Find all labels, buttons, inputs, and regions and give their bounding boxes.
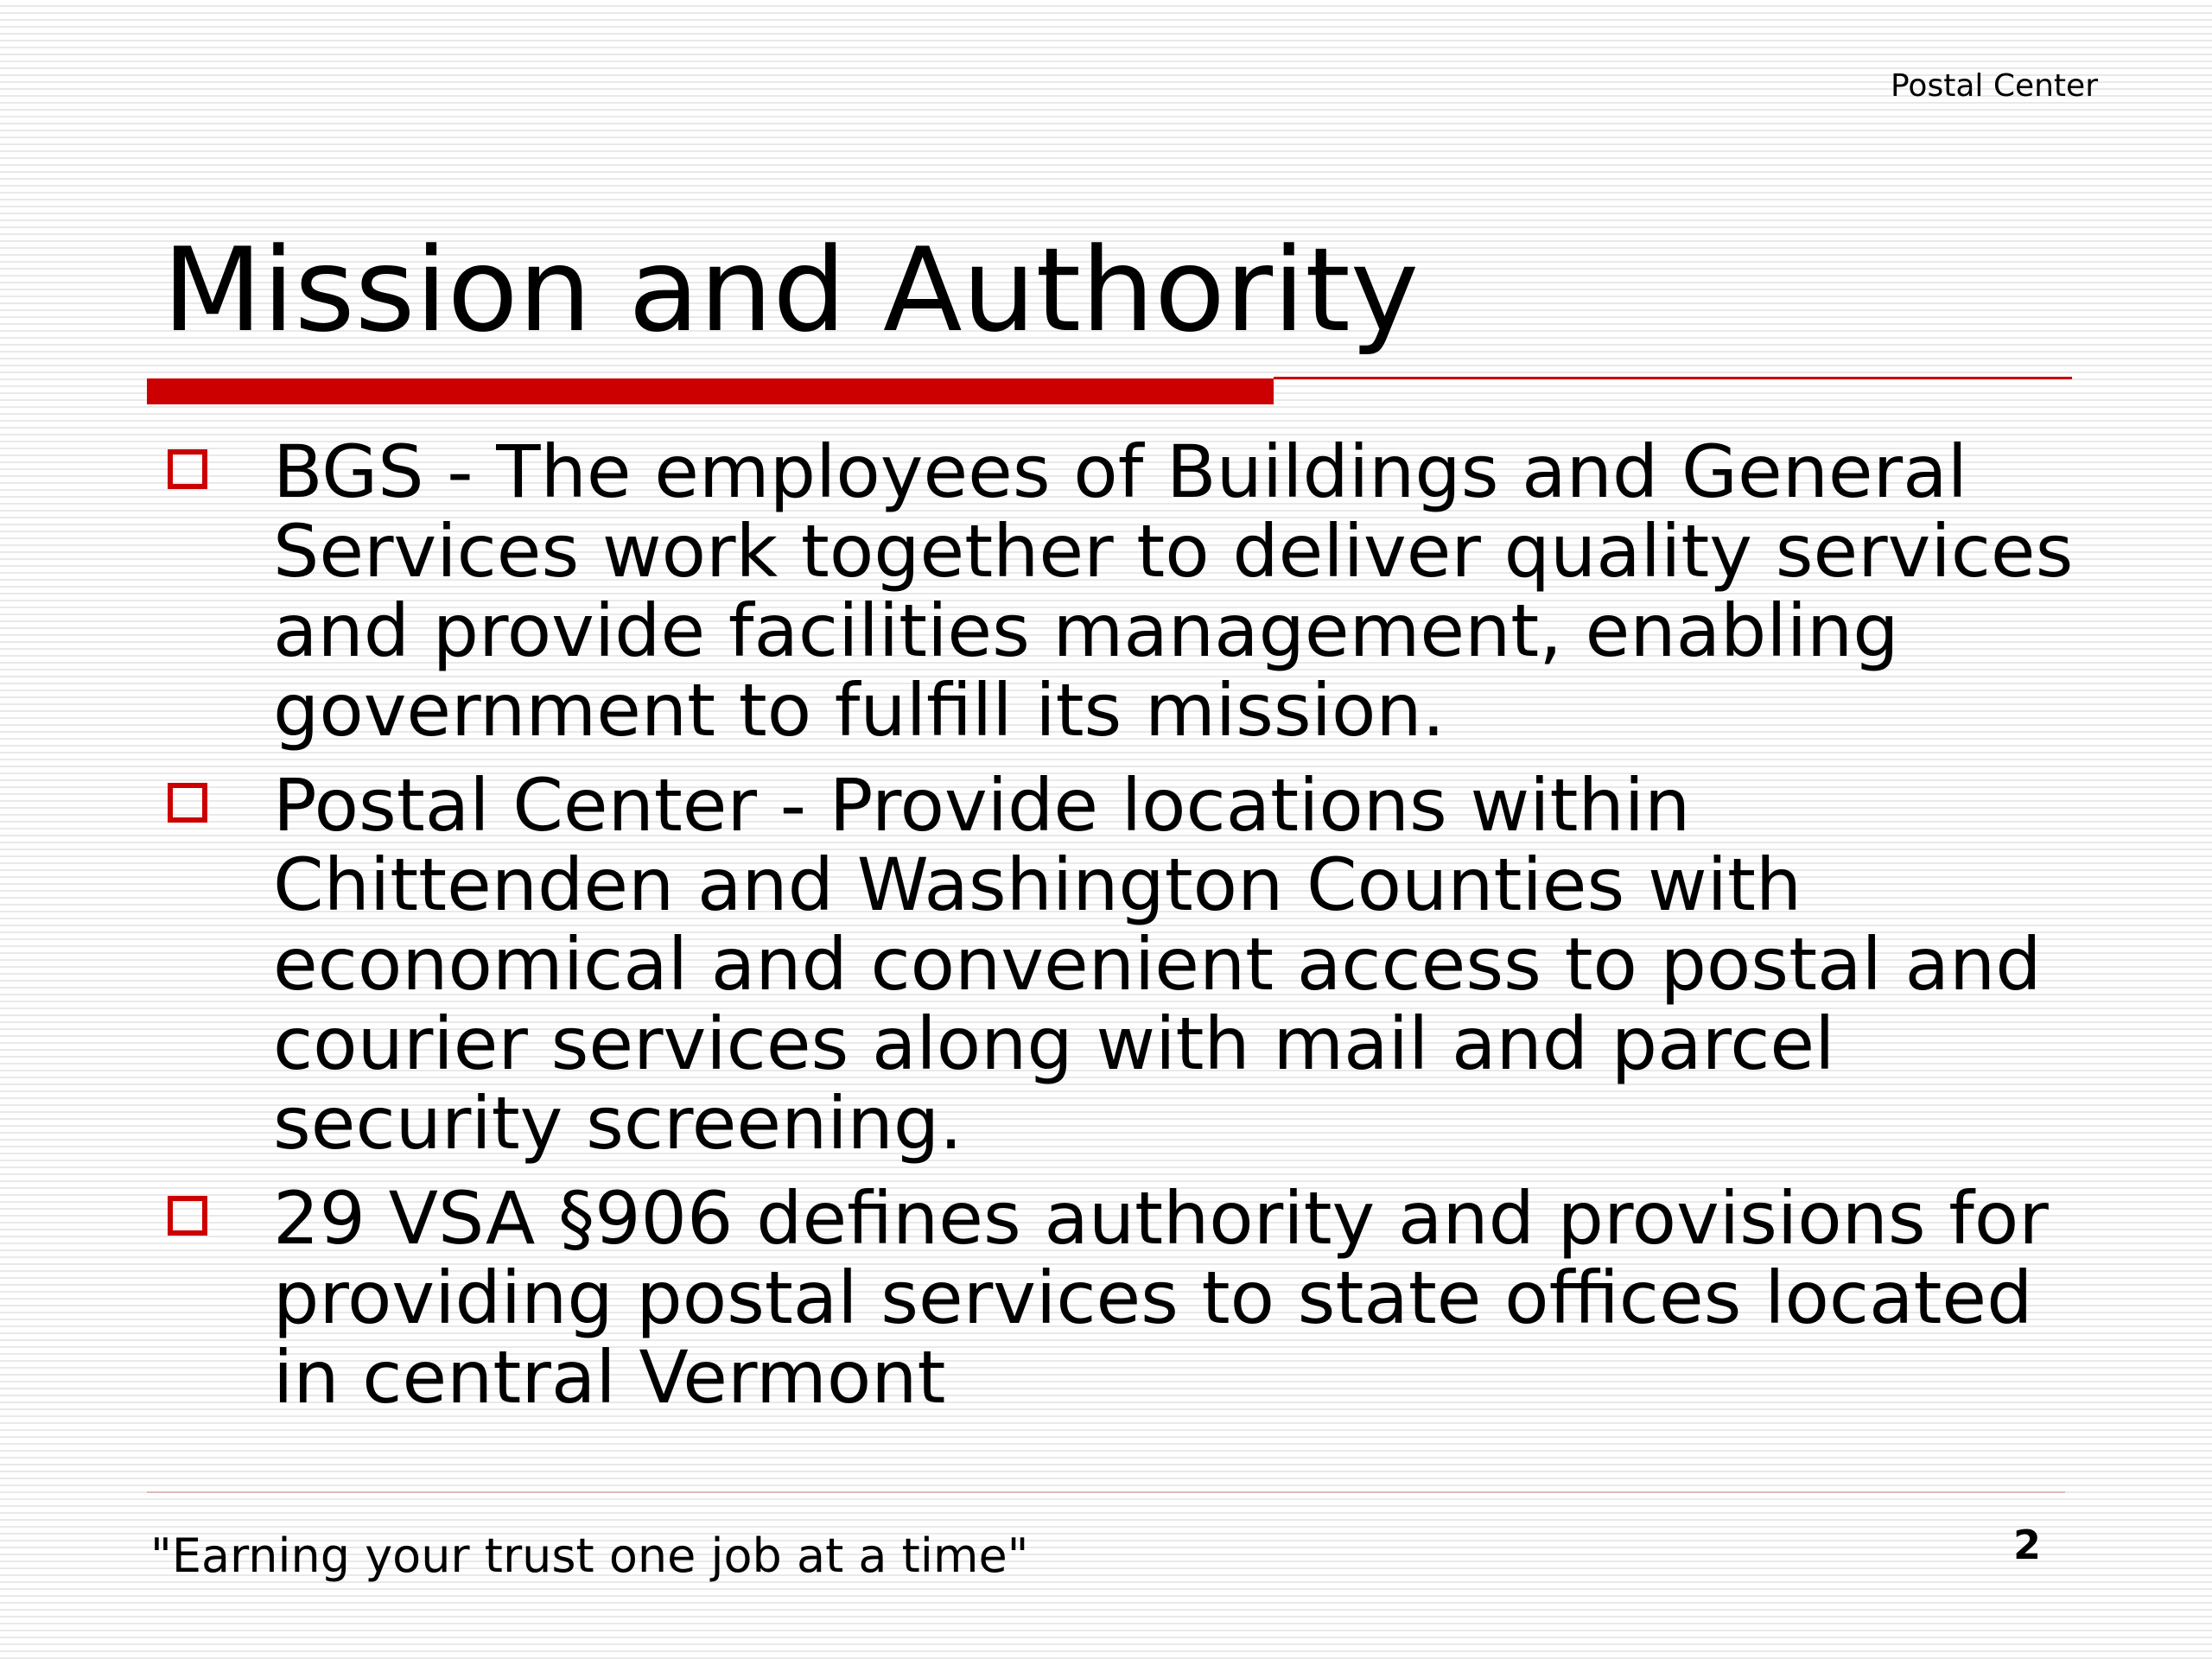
square-bullet-icon — [168, 783, 207, 823]
bullet-text: 29 VSA §906 defines authority and provisions for providing postal services to state offices located in central Vermont — [273, 1176, 2049, 1420]
footer-quote: "Earning your trust one job at a time" — [150, 1529, 1029, 1583]
bullet-list — [164, 429, 2108, 1433]
bullet-item-bgs — [164, 429, 2108, 753]
bullet-text: BGS - The employees of Buildings and General Services work together to deliver quality services and provide facilities management, enabling government to fulfill its mission. — [273, 429, 2074, 753]
bullet-item-authority — [164, 1176, 2108, 1420]
header-text: Postal Center — [1891, 68, 2098, 104]
square-bullet-icon — [168, 449, 207, 489]
title-underline-thick — [147, 378, 1274, 404]
page-number: 2 — [2012, 1522, 2041, 1568]
footer-divider — [147, 1491, 2065, 1493]
bullet-item-postal-center — [164, 763, 2108, 1166]
square-bullet-icon — [168, 1196, 207, 1236]
title-underline-thin — [1274, 377, 2072, 379]
slide-title: Mission and Authority — [162, 223, 1420, 358]
bullet-text: Postal Center - Provide locations within Chittenden and Washington Counties with economical and convenient access to postal and courier services along with mail and parcel security screening. — [273, 763, 2042, 1166]
